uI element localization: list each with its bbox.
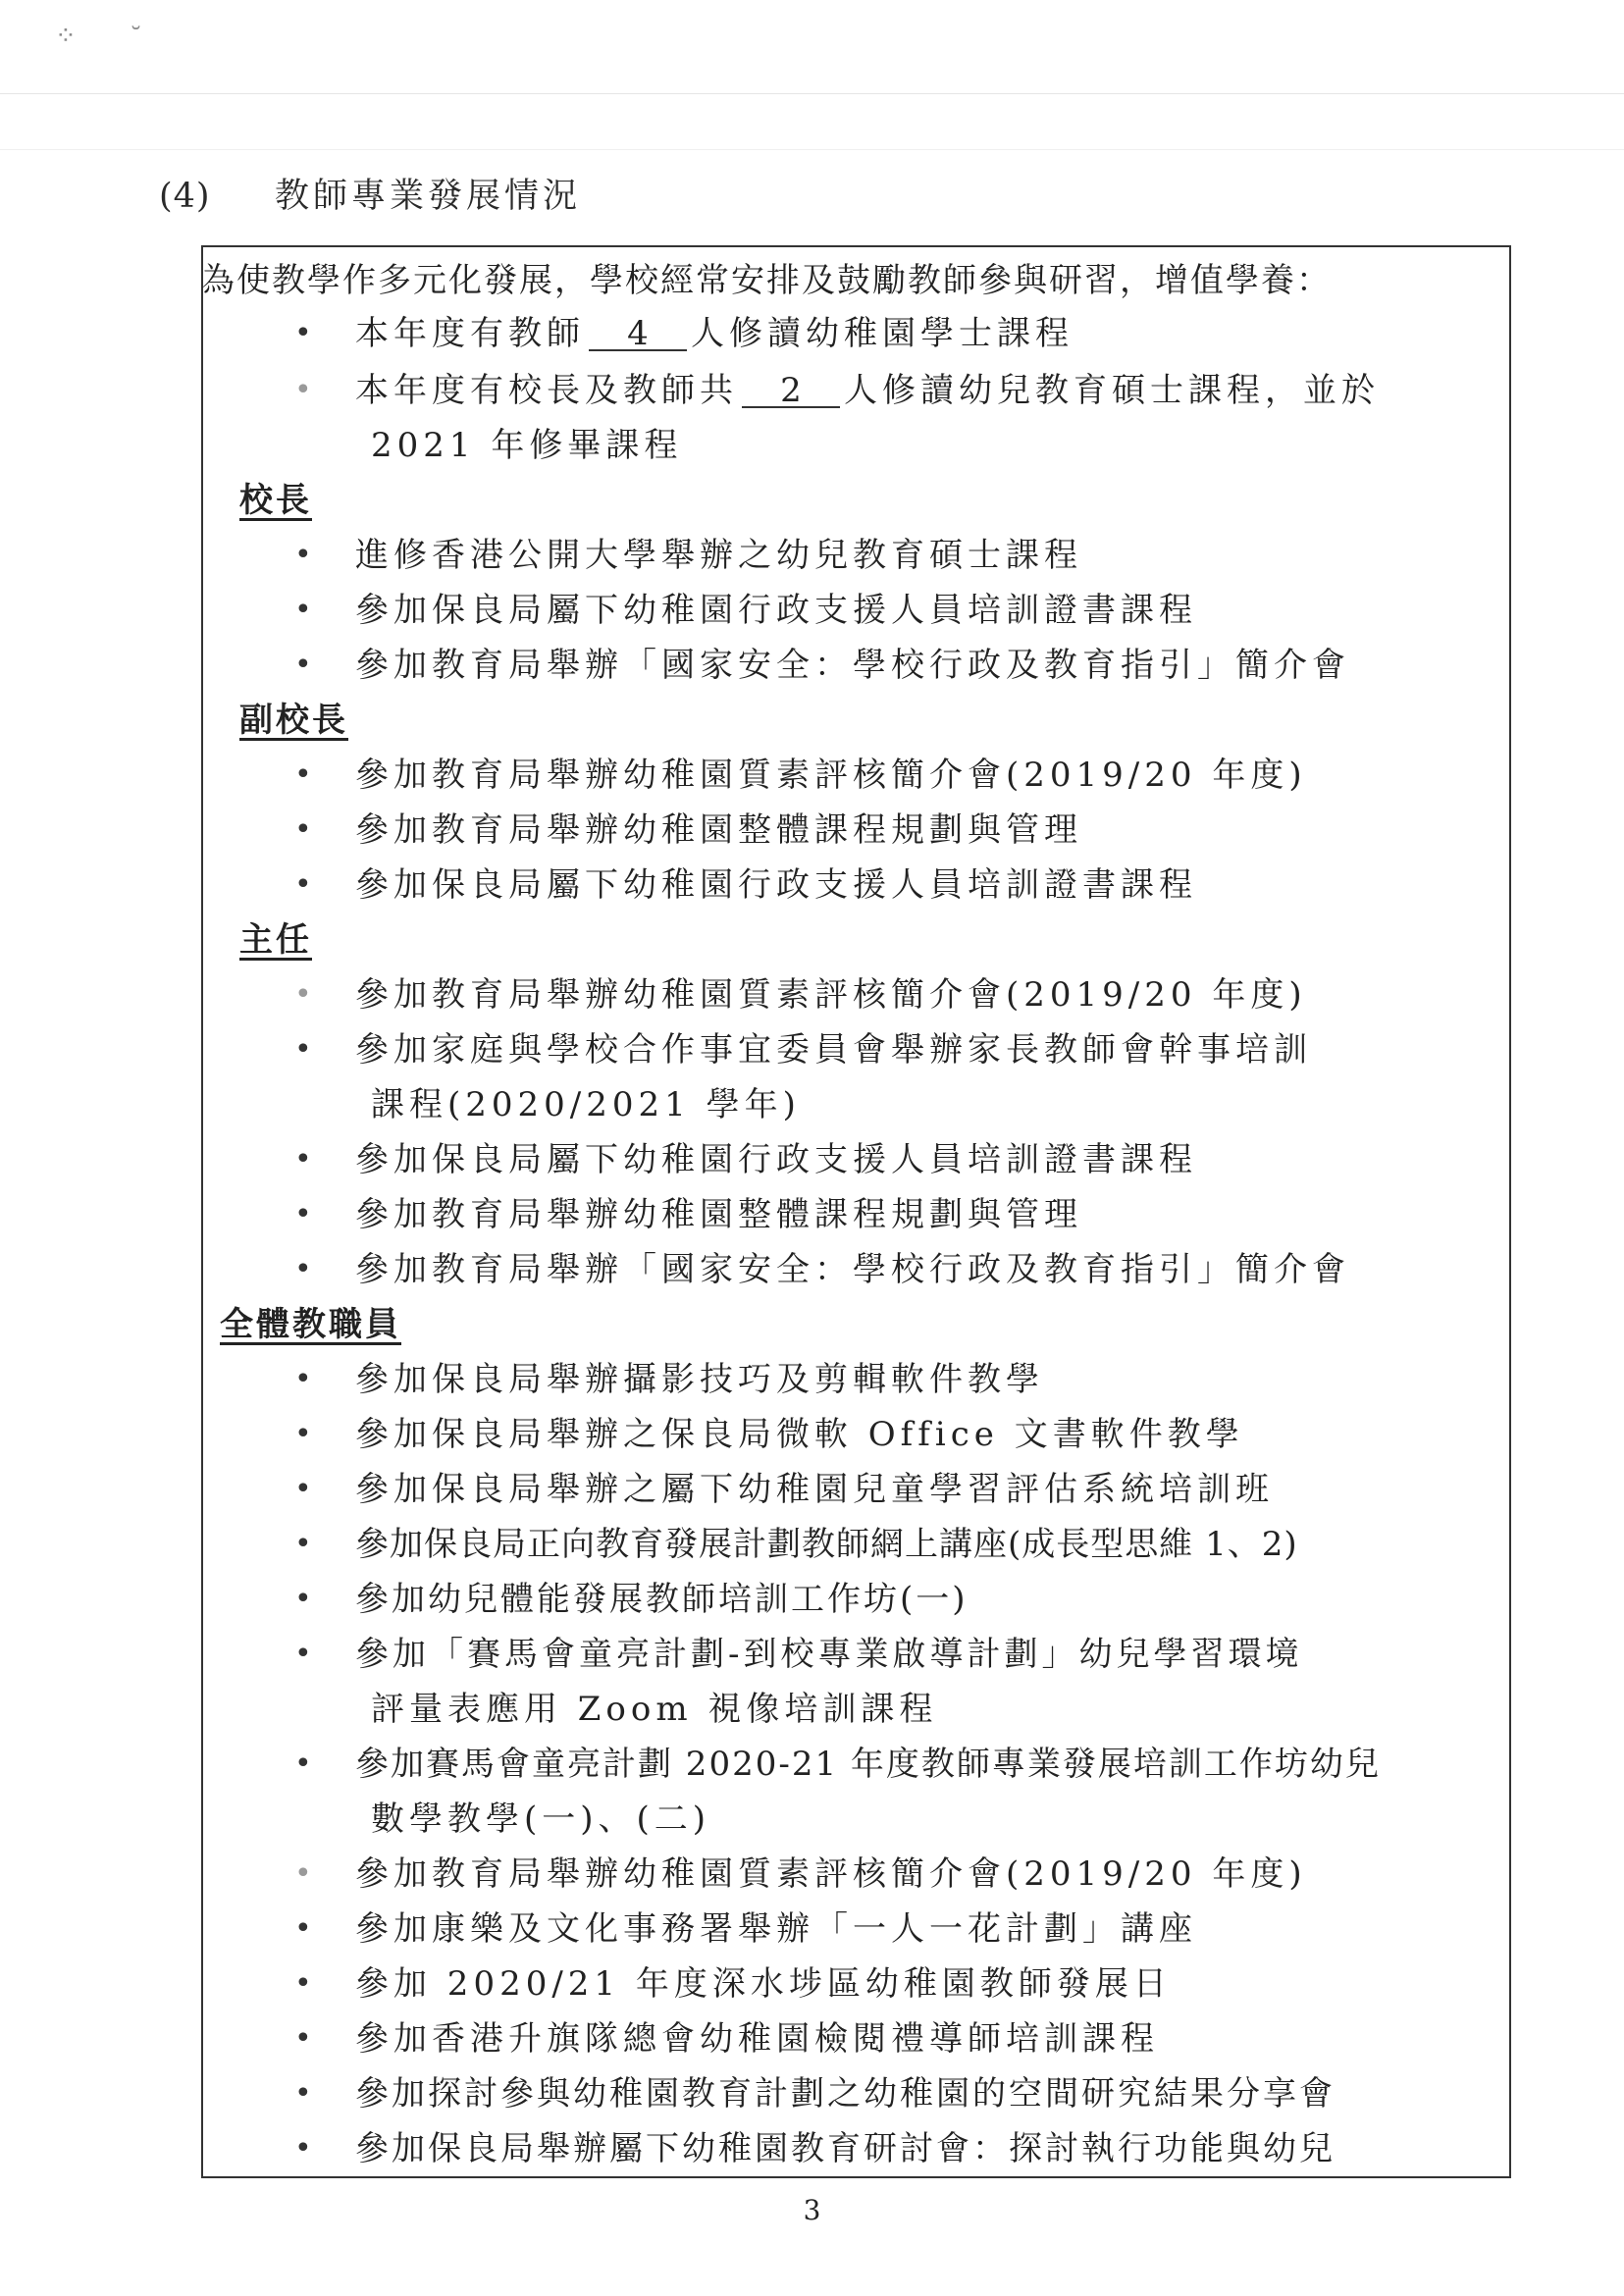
list-item-continuation: 評量表應用 Zoom 視像培訓課程 (371, 1690, 938, 1729)
scan-line (0, 93, 1624, 94)
bullet-dot-icon: • (294, 1362, 312, 1396)
section-heading (159, 169, 581, 218)
bullet-dot-icon: • (294, 977, 312, 1012)
list-item: 參加香港升旗隊總會幼稚園檢閱禮導師培訓課程 (355, 2019, 1159, 2059)
teacher-count-blank: 4 (589, 318, 687, 351)
bullet-dot-icon: • (294, 593, 312, 627)
bullet-dot-icon: • (294, 1527, 312, 1561)
bullet-dot-icon: • (294, 812, 312, 847)
bullet-dot-icon: • (294, 373, 312, 407)
section-title: 教師專業發展情況 (275, 177, 582, 216)
bullet-dot-icon: • (294, 1417, 312, 1451)
bullet-dot-icon: • (294, 1966, 312, 2001)
section-number: (4) (159, 177, 211, 216)
list-item: 參加教育局舉辦幼稚園整體課程規劃與管理 (355, 810, 1082, 850)
list-item-continuation: 課程(2020/2021 學年) (371, 1085, 801, 1124)
list-item: 參加家庭與學校合作事宜委員會舉辦家長教師會幹事培訓 (355, 1030, 1312, 1070)
list-item: 參加保良局舉辦屬下幼稚園教育研討會：探討執行功能與幼兒 (355, 2129, 1336, 2168)
list-item: 參加教育局舉辦幼稚園質素評核簡介會(2019/20 年度) (355, 1854, 1307, 1894)
list-item: 參加探討參與幼稚園教育計劃之幼稚園的空間研究結果分享會 (355, 2074, 1336, 2113)
list-item: 參加教育局舉辦「國家安全：學校行政及教育指引」簡介會 (355, 646, 1350, 685)
list-item: 參加「賽馬會童亮計劃-到校專業啟導計劃」幼兒學習環境 (355, 1635, 1303, 1674)
list-item: 參加教育局舉辦幼稚園整體課程規劃與管理 (355, 1195, 1082, 1234)
list-item: 參加保良局舉辦攝影技巧及剪輯軟件教學 (355, 1360, 1044, 1399)
group-title-vice-principal: 副校長 (239, 701, 348, 740)
scan-line (0, 149, 1624, 150)
list-item-continuation: 數學教學(一)、(二) (371, 1800, 711, 1839)
bullet-dot-icon: • (294, 648, 312, 682)
list-item: 參加教育局舉辦「國家安全：學校行政及教育指引」簡介會 (355, 1250, 1350, 1289)
bullet-dot-icon: • (294, 867, 312, 902)
page-number: 3 (803, 2194, 821, 2226)
bullet-dot-icon: • (294, 757, 312, 792)
masters-count-blank: 2 (742, 375, 840, 408)
bullet-dot-icon: • (294, 1472, 312, 1506)
bullet-dot-icon: • (294, 2021, 312, 2056)
bullet-dot-icon: • (294, 316, 312, 350)
list-item: 參加保良局正向教育發展計劃教師網上講座(成長型思維 1、2) (355, 1525, 1298, 1564)
scan-speck-icon: ⁘ (55, 22, 77, 51)
list-item: 參加保良局舉辦之屬下幼稚園兒童學習評估系統培訓班 (355, 1470, 1274, 1509)
intro-text: 為使教學作多元化發展，學校經常安排及鼓勵教師參與研習，增值學養： (201, 261, 1332, 300)
list-item: 參加保良局屬下幼稚園行政支援人員培訓證書課程 (355, 865, 1197, 905)
bullet-dot-icon: • (294, 538, 312, 572)
bullet-dot-icon: • (294, 1032, 312, 1067)
summary-line-masters-cont: 2021 年修畢課程 (371, 426, 683, 465)
list-item: 參加教育局舉辦幼稚園質素評核簡介會(2019/20 年度) (355, 975, 1307, 1015)
list-item: 參加教育局舉辦幼稚園質素評核簡介會(2019/20 年度) (355, 756, 1307, 795)
bullet-dot-icon: • (294, 1637, 312, 1671)
list-item: 參加保良局屬下幼稚園行政支援人員培訓證書課程 (355, 591, 1197, 630)
bullet-dot-icon: • (294, 1252, 312, 1286)
group-title-all-staff: 全體教職員 (220, 1305, 401, 1344)
bullet-dot-icon: • (294, 2076, 312, 2111)
bullet-dot-icon: • (294, 2131, 312, 2166)
bullet-dot-icon: • (294, 1142, 312, 1176)
list-item: 參加康樂及文化事務署舉辦「一人一花計劃」講座 (355, 1909, 1197, 1949)
group-title-head-teacher: 主任 (239, 920, 312, 960)
list-item: 參加保良局屬下幼稚園行政支援人員培訓證書課程 (355, 1140, 1197, 1179)
summary-line-teachers: 本年度有教師 4 人修讀幼稚園學士課程 (355, 314, 1074, 353)
list-item: 參加幼兒體能發展教師培訓工作坊(一) (355, 1580, 969, 1619)
bullet-dot-icon: • (294, 1747, 312, 1781)
list-item: 參加 2020/21 年度深水埗區幼稚園教師發展日 (355, 1964, 1172, 2004)
bullet-dot-icon: • (294, 1197, 312, 1231)
group-title-principal: 校長 (239, 481, 312, 520)
bullet-dot-icon: • (294, 1856, 312, 1891)
list-item: 進修香港公開大學舉辦之幼兒教育碩士課程 (355, 536, 1082, 575)
list-item: 參加賽馬會童亮計劃 2020-21 年度教師專業發展培訓工作坊幼兒 (355, 1745, 1381, 1784)
list-item: 參加保良局舉辦之保良局微軟 Office 文書軟件教學 (355, 1415, 1244, 1454)
scan-speck-icon: ˘ (130, 24, 142, 53)
summary-line-masters: 本年度有校長及教師共 2 人修讀幼兒教育碩士課程，並於 (355, 371, 1380, 410)
bullet-dot-icon: • (294, 1582, 312, 1616)
bullet-dot-icon: • (294, 1911, 312, 1946)
